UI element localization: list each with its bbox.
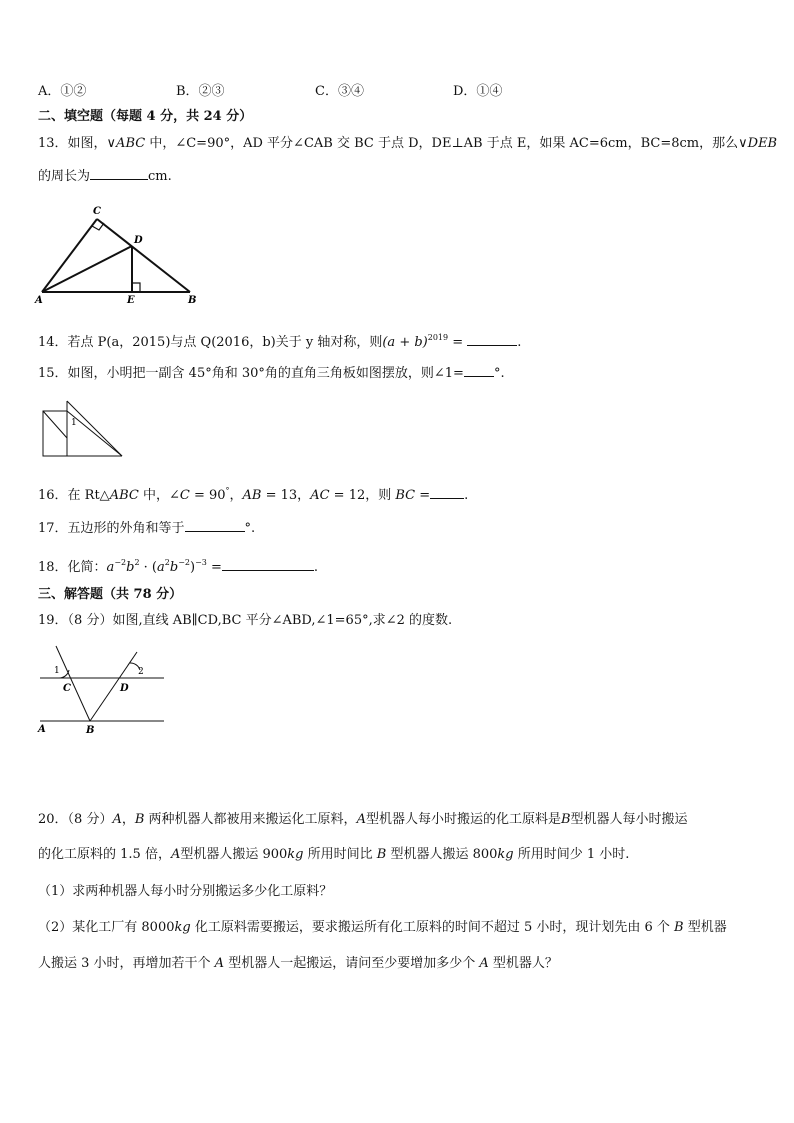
q20-s2-text-a: （2）某化工厂有 8000	[38, 920, 175, 935]
q20-s2-var-b: B	[674, 920, 684, 935]
q15-answer-blank	[464, 363, 494, 377]
q18-exp-3: 2	[164, 558, 170, 567]
q14-equals: =	[448, 335, 468, 350]
q13-triangle-deb: ∨DEB	[738, 136, 778, 151]
q20-l2-var-a: A	[170, 847, 181, 862]
q20-sub-2-line-1	[38, 919, 727, 937]
q18-line	[38, 554, 318, 577]
q13-text-3: 的周长为	[38, 169, 91, 184]
q20-l1-text-a: 20．（8 分）	[38, 812, 113, 827]
q20-s2-unit-kg: kg	[174, 920, 191, 935]
q16-answer-blank	[430, 485, 464, 499]
q13-text-2: 中，∠C=90°，AD 平分∠CAB 交 BC 于点 D，DE⊥AB 于点 E，如果 AC=6cm，BC=8cm，那么	[145, 136, 739, 151]
q13-label-c: C	[93, 206, 101, 217]
q20-l1-text-b: 两种机器人都被用来搬运化工原料，	[144, 812, 357, 827]
q13-line1	[38, 135, 777, 153]
q13-triangle-abc: ∨ABC	[106, 136, 146, 151]
q18-equals: =	[206, 560, 222, 575]
q19-angle-1-label: 1	[54, 666, 60, 676]
q20-l1-var-b2: B	[560, 812, 571, 827]
q16-degree: °	[225, 486, 230, 495]
q20-s2-text-c: 型机器	[683, 920, 727, 935]
q16-ac: AC	[310, 488, 330, 503]
q18-end: .	[313, 560, 319, 575]
q16-text-7: =	[415, 488, 431, 503]
q13-label-a: A	[35, 295, 43, 306]
choice-b: B．②③	[176, 84, 225, 99]
q16-end: .	[464, 488, 469, 503]
q15-figure	[40, 398, 130, 460]
q20-l1-text-c: 型机器人每小时搬运的化工原料是	[365, 812, 561, 827]
q18-a: a	[106, 560, 115, 575]
q19-label-b: B	[86, 725, 95, 736]
q16-line	[38, 482, 468, 505]
q18-close: )	[189, 560, 196, 575]
q19-text: 19．（8 分）如图,直线 AB∥CD,BC 平分∠ABD,∠1=65°,求∠2 的度数.	[38, 613, 453, 628]
q19-angle-2-label: 2	[138, 667, 144, 677]
q16-text-3: = 90	[189, 488, 226, 503]
q18-b: b	[126, 560, 135, 575]
q13-label-b: B	[188, 295, 197, 306]
q15-end: °.	[493, 366, 505, 381]
q16-c: C	[179, 488, 190, 503]
q20-l1-var-a: A	[112, 812, 122, 827]
q18-a2: a	[157, 560, 165, 575]
q18-exp-5: −3	[195, 558, 207, 567]
q20-l1-comma: ，	[121, 812, 135, 827]
q18-answer-blank	[222, 557, 314, 571]
q20-l2-text-d: 型机器人搬运 800	[386, 847, 498, 862]
q14-end: .	[517, 335, 522, 350]
q17-end: °.	[244, 521, 256, 536]
q20-s3-var-a: A	[214, 956, 225, 971]
q18-exp-2: 2	[134, 558, 140, 567]
q16-text-1: 16．在 Rt△	[38, 488, 110, 503]
q20-l2-unit-kg-2: kg	[497, 847, 514, 862]
q13-label-e: E	[127, 295, 135, 306]
q19-label-a: A	[38, 724, 46, 735]
q15-text: 15．如图，小明把一副含 45°角和 30°角的直角三角板如图摆放，则∠1=	[38, 366, 464, 381]
q15-angle-1-label: 1	[71, 418, 77, 428]
q13-text-1: 13．如图，	[38, 136, 107, 151]
q14-expression: (a + b)	[382, 335, 428, 350]
q14-answer-blank	[467, 332, 517, 346]
choice-a: A．①②	[38, 84, 87, 99]
q18-exp-4: −2	[178, 558, 190, 567]
q18-text: 18．化简：	[38, 560, 107, 575]
q13-line2	[38, 166, 172, 186]
choice-d: D．①④	[453, 84, 503, 99]
q20-l1-text-d: 型机器人每小时搬运	[570, 812, 688, 827]
q16-abc: ABC	[109, 488, 139, 503]
q16-ab: AB	[242, 488, 262, 503]
q18-dot: · (	[139, 560, 157, 575]
q16-text-2: 中，∠	[138, 488, 180, 503]
q20-s3-text-b: 型机器人一起搬运，请问至少要增加多少个	[224, 956, 480, 971]
q13-label-d: D	[134, 235, 143, 246]
q20-s3-var-a2: A	[479, 956, 489, 971]
q20-l1-var-a2: A	[356, 812, 366, 827]
q20-l2-text-b: 型机器人搬运 900	[180, 847, 288, 862]
q19-label-c: C	[63, 683, 71, 694]
q18-exp-1: −2	[114, 558, 127, 567]
q20-l2-text-a: 的化工原料的 1.5 倍，	[38, 847, 171, 862]
q19-label-d: D	[120, 683, 129, 694]
q20-l2-text-e: 所用时间少 1 小时.	[513, 847, 630, 862]
q13-text-4: cm.	[148, 169, 172, 184]
q19-figure	[34, 644, 174, 736]
q17-answer-blank	[185, 518, 245, 532]
choice-c: C．③④	[315, 84, 364, 99]
q15-line	[38, 363, 505, 383]
q20-s3-text-a: 人搬运 3 小时，再增加若干个	[38, 956, 215, 971]
q16-text-5: = 13，	[261, 488, 311, 503]
q14-line	[38, 329, 521, 352]
q20-l2-var-b: B	[376, 847, 387, 862]
q13-figure	[34, 200, 204, 306]
q16-text-6: = 12，则	[329, 488, 396, 503]
q20-s3-text-c: 型机器人？	[488, 956, 558, 971]
q20-line-1	[38, 811, 688, 829]
q17-line	[38, 518, 255, 538]
q16-bc: BC	[395, 488, 416, 503]
q20-l1-var-b: B	[134, 812, 145, 827]
q20-l2-unit-kg-1: kg	[287, 847, 304, 862]
q14-exponent: 2019	[427, 333, 449, 342]
q18-b2: b	[169, 560, 179, 575]
q17-text: 17．五边形的外角和等于	[38, 521, 185, 536]
q20-s2-text-b: 化工原料需要搬运，要求搬运所有化工原料的时间不超过 5 小时，现计划先由 6 个	[190, 920, 675, 935]
q20-line-2	[38, 846, 629, 864]
q16-text-4: ，	[229, 488, 243, 503]
q20-sub-2-line-2	[38, 955, 558, 973]
q14-text: 14．若点 P(a，2015)与点 Q(2016，b)关于 y 轴对称，则	[38, 335, 383, 350]
q20-sub-1: （1）求两种机器人每小时分别搬运多少化工原料？	[38, 884, 333, 899]
section-2-title: 二、填空题（每题 4 分，共 24 分）	[38, 109, 253, 124]
q13-answer-blank	[90, 166, 148, 180]
section-3-title: 三、解答题（共 78 分）	[38, 587, 183, 602]
q20-l2-text-c: 所用时间比	[303, 847, 377, 862]
